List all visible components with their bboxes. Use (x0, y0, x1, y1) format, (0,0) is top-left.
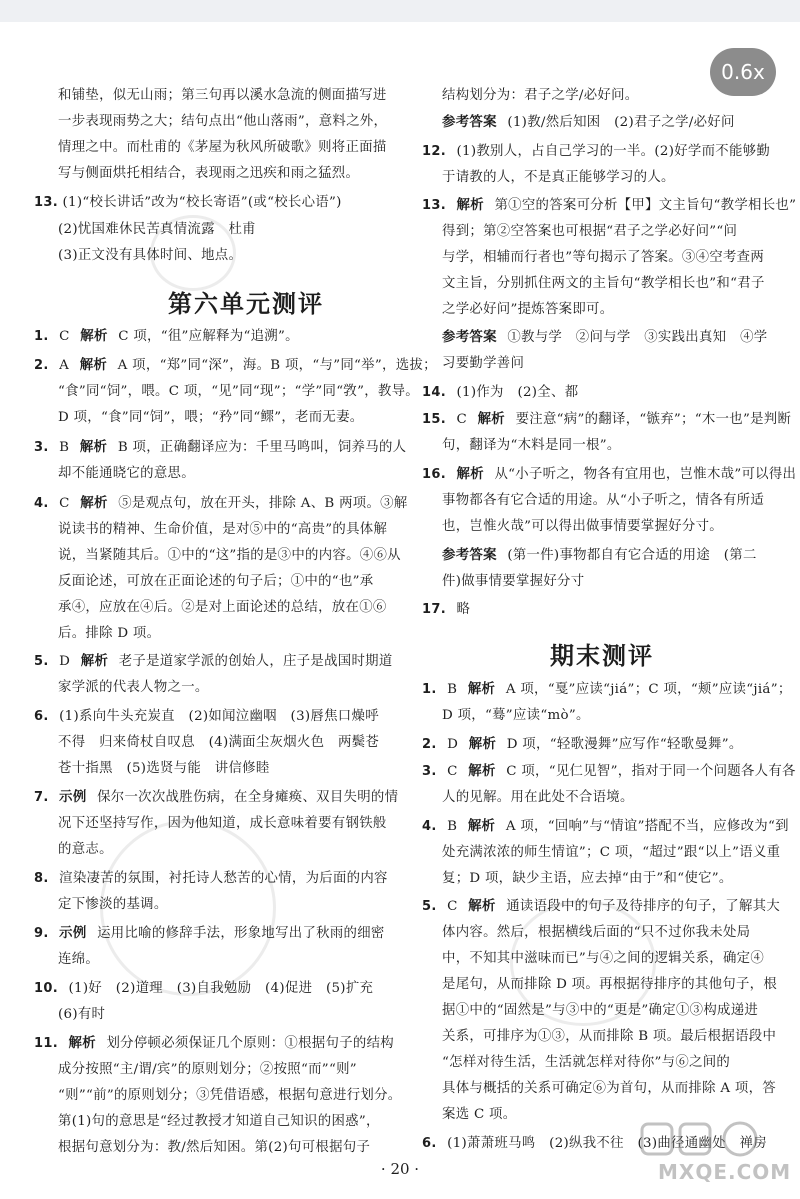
text-line: D 项，“食”同“饲”，喂；“矜”同“鳏”，老而无妻。 (58, 410, 364, 425)
item-text: (1)萧萧班马鸣 (2)纵我不往 (3)曲径通幽处 禅房 (447, 1136, 767, 1151)
item-8 (34, 869, 388, 889)
item-3 (34, 438, 406, 458)
text-line: 苍十指黑 (5)选贤与能 讲信修睦 (58, 761, 270, 776)
text-line: (3)正文没有具体时间、地点。 (58, 248, 243, 263)
item-answer: D (447, 737, 459, 752)
item-answer: B (59, 440, 70, 455)
text-line: 不得 归来倚杖自叹息 (4)满面尘灰烟火色 两鬓苍 (58, 735, 380, 750)
item-text: 运用比喻的修辞手法，形象地写出了秋雨的细密 (97, 926, 385, 941)
text-line: 承④，应放在④后。②是对上面论述的总结，放在①⑥ (58, 600, 387, 615)
text-line: “怎样对待生活，生活就怎样对待你”与⑥之间的 (442, 1055, 731, 1070)
item-14 (422, 383, 578, 403)
reference-answer-text: (1)教/然后知困 (2)君子之学/必好问 (507, 115, 735, 130)
item-16 (422, 465, 796, 485)
item-text: (1)好 (2)道理 (3)自我勉励 (4)促进 (5)扩充 (68, 981, 374, 996)
reference-answer-16 (442, 546, 757, 566)
item-13 (422, 196, 796, 216)
item-number: 1. (422, 682, 437, 697)
text-line: 却不能通晓它的意思。 (58, 466, 195, 481)
item-6 (34, 707, 379, 727)
item-number: 13. (422, 198, 446, 213)
text-line: 说，当紧随其后。①中的“这”指的是③中的内容。④⑥从 (58, 548, 401, 563)
item-2 (34, 356, 437, 376)
text-line: 件)做事情要掌握好分寸 (442, 574, 585, 589)
item-text: (1)系向牛头充炭直 (2)如闻泣幽咽 (3)唇焦口燥呼 (59, 709, 379, 724)
reference-answer-tag: 参考答案 (442, 330, 497, 345)
item-number: 3. (34, 440, 49, 455)
text-line: 第(1)句的意思是“经过教授才知道自己知识的困惑”， (58, 1114, 380, 1129)
analysis-tag: 解析 (467, 682, 496, 697)
text-line: 和铺垫，似无山雨；第三句再以溪水急流的侧面描写进 (58, 88, 387, 103)
final-item-5 (422, 897, 780, 917)
analysis-tag: 解析 (468, 764, 496, 779)
item-number: 12. (422, 144, 446, 159)
page-number: · 20 · (380, 1160, 420, 1178)
item-answer: A (59, 358, 70, 373)
item-text: B 项，正确翻译应为：千里马鸣叫，饲养马的人 (117, 440, 407, 455)
item-answer: D (59, 654, 71, 669)
analysis-tag: 解析 (79, 358, 108, 373)
question-13 (34, 193, 342, 213)
analysis-tag: 解析 (68, 1036, 96, 1051)
text-line: “食”同“饲”，喂。C 项，“见”同“现”；“学”同“敩”，教导。 (58, 384, 419, 399)
item-11 (34, 1034, 394, 1054)
analysis-tag: 解析 (80, 654, 109, 669)
analysis-tag: 解析 (468, 899, 496, 914)
text-line: 反面论述，可放在正面论述的句子后；①中的“也”承 (58, 574, 374, 589)
final-item-3 (422, 762, 796, 782)
text-line: “则”“前”的原则划分；③凭借语感，根据句意进行划分。 (58, 1088, 402, 1103)
final-item-1 (422, 680, 792, 700)
item-text: 保尔一次次战胜伤病，在全身瘫痪、双目失明的情 (97, 790, 399, 805)
text-line: 结构划分为：君子之学/必好问。 (442, 88, 639, 103)
final-item-2 (422, 735, 743, 755)
item-text: ⑤是观点句，放在开头，排除 A、B 两项。③解 (118, 496, 408, 511)
item-text: 第①空的答案可分析【甲】文主旨句“教学相长也” (494, 198, 797, 213)
item-7 (34, 788, 398, 808)
analysis-tag: 解析 (467, 819, 496, 834)
item-text: (第一件)事物都自有它合适的用途 (第二 (507, 548, 757, 563)
item-number: 8. (34, 871, 49, 886)
zoom-level-button[interactable]: 0.6x (710, 48, 776, 96)
item-number: 17. (422, 602, 446, 617)
item-12 (422, 142, 770, 162)
item-text: D 项，“轻歌漫舞”应写作“轻歌曼舞”。 (506, 737, 743, 752)
site-watermark-logo (640, 1120, 790, 1190)
question-number: 13. (34, 195, 58, 210)
item-number: 16. (422, 467, 446, 482)
item-9 (34, 924, 385, 944)
text-line: 况下还坚持写作，因为他知道，成长意味着要有钢铁般 (58, 816, 387, 831)
text-line: 写与侧面烘托相结合，表现雨之迅疾和雨之猛烈。 (58, 166, 360, 181)
item-number: 4. (422, 819, 437, 834)
text-line: 之学必好问”提炼答案即可。 (442, 302, 614, 317)
text-line: 句，翻译为“木料是同一根”。 (442, 438, 621, 453)
item-number: 5. (422, 899, 437, 914)
viewer-top-bar (0, 0, 800, 22)
text-line: 根据句意划分为：教/然后知困。第(2)句可根据句子 (58, 1140, 371, 1155)
item-number: 11. (34, 1036, 58, 1051)
text-line: 处充满浓浓的师生情谊”；C 项，“超过”跟“以上”语义重 (442, 845, 781, 860)
item-number: 14. (422, 385, 446, 400)
text-line: 习要勤学善问 (442, 356, 525, 371)
item-number: 9. (34, 926, 49, 941)
example-tag: 示例 (59, 790, 87, 805)
item-answer: B (447, 819, 458, 834)
text-line: 定下惨淡的基调。 (58, 897, 168, 912)
item-text: 略 (456, 602, 471, 617)
item-15 (422, 410, 791, 430)
item-5 (34, 652, 393, 672)
item-number: 15. (422, 412, 446, 427)
text-line: 说读书的精神、生命价值，是对⑤中的“高贵”的具体解 (58, 522, 388, 537)
item-1 (34, 327, 299, 347)
item-number: 6. (422, 1136, 437, 1151)
text-line: 文主旨，分别抓住两文的主旨句“教学相长也”和“君子 (442, 276, 765, 291)
example-tag: 示例 (59, 926, 87, 941)
text-line: 连绵。 (58, 952, 100, 967)
item-text: C 项，“见仁见智”，指对于同一个问题各人有各 (506, 764, 796, 779)
item-answer: C (447, 764, 458, 779)
analysis-tag: 解析 (456, 467, 484, 482)
item-text: 老子是道家学派的创始人，庄子是战国时期道 (118, 654, 393, 669)
text-line: 事物都各有它合适的用途。从“小子听之，情各有所适 (442, 493, 765, 508)
item-text: ①教与学 ②问与学 ③实践出真知 ④学 (507, 330, 768, 345)
section-title-final: 期末测评 (550, 642, 654, 670)
item-text: C 项，“徂”应解释为“追溯”。 (118, 329, 299, 344)
text-line: 是尾句，从而排除 D 项。再根据待排序的其他句子，根 (442, 977, 778, 992)
reference-answer-tag: 参考答案 (442, 115, 497, 130)
text-line: 关系，可排序为①③，从而排除 B 项。最后根据语段中 (442, 1029, 777, 1044)
reference-answer (442, 113, 735, 133)
final-item-4 (422, 817, 789, 837)
item-text: A 项，“回响”与“情谊”搭配不当，应修改为“到 (505, 819, 789, 834)
text-line: 也，岂惟火哉”可以得出做事情要掌握好分寸。 (442, 519, 723, 534)
item-number: 10. (34, 981, 58, 996)
text-line: 成分按照“主/谓/宾”的原则划分；②按照“而”“则” (58, 1062, 357, 1077)
text-line: 情理之中。而杜甫的《茅屋为秋风所破歌》则将正面描 (58, 140, 387, 155)
item-text: 从“小子听之，物各有宜用也，岂惟木哉”可以得出 (494, 467, 797, 482)
item-4 (34, 494, 408, 514)
item-10 (34, 979, 373, 999)
text-line: 中，不知其中滋味而已”与④之间的逻辑关系，确定④ (442, 951, 765, 966)
text-line: 人的见解。用在此处不合语境。 (442, 790, 634, 805)
watermark-logo-text: MXQE.COM (658, 1160, 792, 1184)
item-answer: C (59, 329, 70, 344)
item-text: A 项，“戛”应读“jiá”；C 项，“颊”应读“jiá”； (505, 682, 792, 697)
item-text: 要注意“病”的翻译，“镞弃”；“木一也”是判断 (515, 412, 792, 427)
reference-answer-tag: 参考答案 (442, 548, 497, 563)
item-number: 5. (34, 654, 49, 669)
text-line: 于请教的人，不是真正能够学习的人。 (442, 170, 675, 185)
item-text: 渲染凄苦的氛围，衬托诗人愁苦的心情，为后面的内容 (59, 871, 388, 886)
item-text: (1)教别人，占自己学习的一半。(2)好学而不能够勤 (456, 144, 771, 159)
item-number: 2. (422, 737, 437, 752)
text-line: 得到；第②空答案也可根据“君子之学必好问”“问 (442, 224, 738, 239)
item-text: 通读语段中的句子及待排序的句子，了解其大 (506, 899, 781, 914)
item-17 (422, 600, 470, 620)
item-number: 2. (34, 358, 49, 373)
item-number: 1. (34, 329, 49, 344)
item-number: 4. (34, 496, 49, 511)
item-answer: B (447, 682, 458, 697)
text-line: 复；D 项，缺少主语，应去掉“由于”和“使它”。 (442, 871, 733, 886)
analysis-tag: 解析 (477, 412, 505, 427)
text-line: 据①中的“固然是”与③中的“更是”确定①③构成递进 (442, 1003, 759, 1018)
text-line: (6)有时 (58, 1007, 106, 1022)
analysis-tag: 解析 (468, 737, 497, 752)
text-line: 案选 C 项。 (442, 1107, 517, 1122)
item-number: 7. (34, 790, 49, 805)
text-line: 具体与概括的关系可确定⑥为首句，从而排除 A 项，答 (442, 1081, 776, 1096)
item-answer: C (447, 899, 458, 914)
text-line: 体内容。然后，根据横线后面的“只不过你我未处局 (442, 925, 751, 940)
text-line: 与学，相辅而行者也”等句揭示了答案。③④空考查两 (442, 250, 765, 265)
text-line: (2)忧国难休民苦真情流露 杜甫 (58, 222, 256, 237)
analysis-tag: 解析 (79, 440, 108, 455)
text-line: D 项，“蓦”应读“mò”。 (442, 708, 590, 723)
text-line: 的意志。 (58, 842, 113, 857)
item-number: 3. (422, 764, 437, 779)
section-title-unit6: 第六单元测评 (168, 290, 324, 318)
answer-text: (1)“校长讲话”改为“校长寄语”(或“校长心语”) (62, 195, 342, 210)
analysis-tag: 解析 (80, 496, 108, 511)
reference-answer-13 (442, 328, 767, 348)
analysis-tag: 解析 (80, 329, 108, 344)
text-line: 一步表现雨势之大；结句点出“他山落雨”，意料之外， (58, 114, 388, 129)
text-line: 后。排除 D 项。 (58, 626, 161, 641)
item-answer: C (59, 496, 70, 511)
item-answer: C (456, 412, 468, 427)
item-text: A 项，“郑”同“深”，海。B 项，“与”同“举”，选拔； (117, 358, 437, 373)
item-text: 划分停顿必须保证几个原则：①根据句子的结构 (106, 1036, 394, 1051)
text-line: 家学派的代表人物之一。 (58, 680, 209, 695)
item-text: (1)作为 (2)全、都 (456, 385, 579, 400)
analysis-tag: 解析 (456, 198, 484, 213)
item-number: 6. (34, 709, 49, 724)
